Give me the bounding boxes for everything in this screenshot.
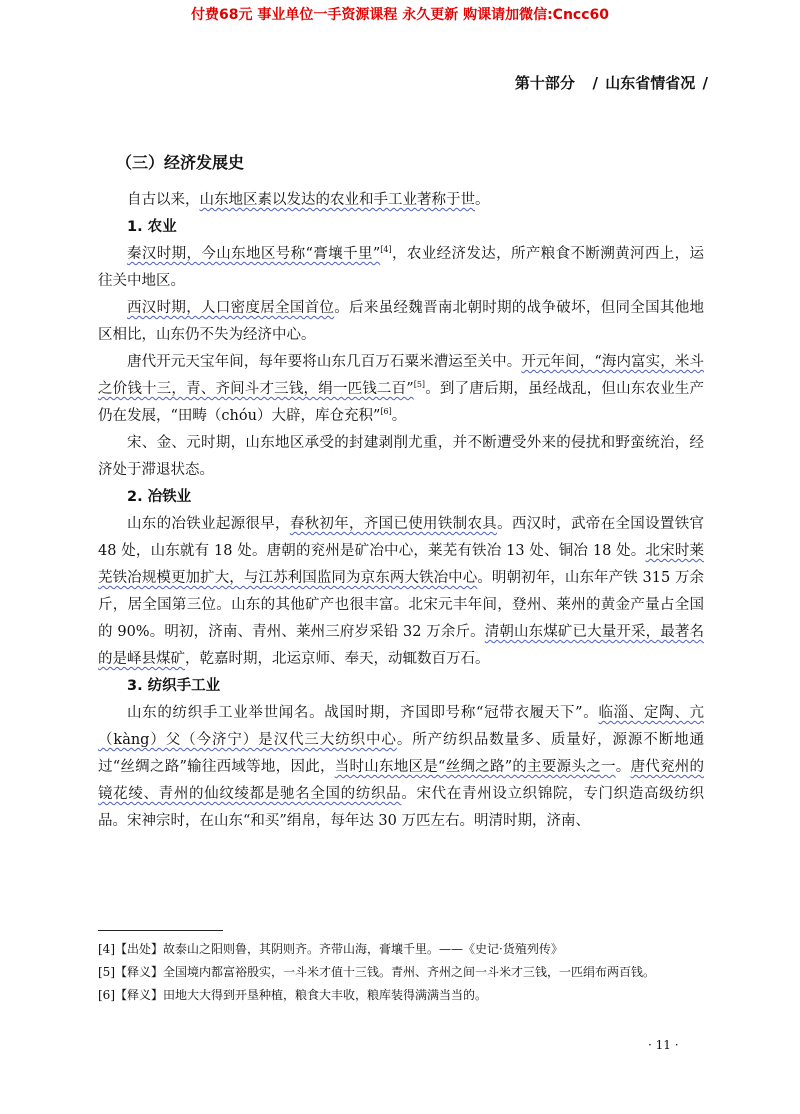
part-title: 山东省情省况 (605, 74, 696, 92)
header-slash-right: / (702, 74, 708, 92)
footnote-divider (98, 930, 223, 931)
main-content (98, 150, 704, 835)
iron-paragraph: 山东的冶铁业起源很早，春秋初年，齐国已使用铁制农具。西汉时，武帝在全国设置铁官 48 处，山东就有 18 处。唐朝的兖州是矿冶中心，莱芜有铁冶 13 处、铜冶 18 处。北宋时莱芜铁冶规模更加扩大，与江苏利国监同为京东两大铁冶中心。明朝初年，山东年产铁 315 万余斤，居全国第三位。山东的其他矿产也很丰富。北宋元丰年间，登州、莱州的黄金产量占全国的 90%。明初，济南、青州、莱州三府岁采铅 32 万余斤。清朝山东煤矿已大量开采，最著名的是峄县煤矿，乾嘉时期，北运京师、奉天，动辄数百万石。 (98, 516, 705, 667)
textile-heading: 3. 纺织手工业 (127, 678, 221, 694)
agriculture-heading: 1. 农业 (127, 219, 177, 235)
agriculture-paragraph-3: 唐代开元天宝年间，每年要将山东几百万石粟米漕运至关中。开元年间，“海内富实，米斗之价钱十三，青、齐间斗才三钱，绢一匹钱二百”[5]。到了唐后期，虽经战乱，但山东农业生产仍在发展，“田畴（chóu）大辟，库仓充积”[6]。 (98, 354, 704, 424)
section-title: （三）经济发展史 (116, 153, 245, 172)
header-slash-left: / (592, 74, 599, 92)
footnote-4: [4]【出处】故泰山之阳则鲁，其阴则齐。齐带山海，膏壤千里。——《史记·货殖列传》 (98, 942, 563, 956)
iron-heading: 2. 冶铁业 (127, 489, 192, 505)
textile-paragraph: 山东的纺织手工业举世闻名。战国时期，齐国即号称“冠带衣履天下”。临淄、定陶、亢（kàng）父（今济宁）是汉代三大纺织中心。所产纺织品数量多、质量好，源源不断地通过“丝绸之路”输往西域等地，因此，当时山东地区是“丝绸之路”的主要源头之一。唐代兖州的镜花绫、青州的仙纹绫都是驰名全国的纺织品。宋代在青州设立织锦院，专门织造高级纺织品。宋神宗时，在山东“和买”绢帛，每年达 30 万匹左右。明清时期，济南、 (98, 705, 705, 829)
footnotes (98, 938, 718, 1007)
agriculture-paragraph-2: 西汉时期，人口密度居全国首位。后来虽经魏晋南北朝时期的战争破坏，但同全国其他地区相比，山东仍不失为经济中心。 (98, 300, 705, 343)
agriculture-paragraph-1: 秦汉时期，今山东地区号称“膏壤千里”[4]，农业经济发达，所产粮食不断溯黄河西上，运往关中地区。 (98, 245, 704, 289)
part-header (515, 72, 710, 93)
intro-paragraph: 自古以来，山东地区素以发达的农业和手工业著称于世。 (127, 192, 490, 208)
footnote-5: [5]【释义】全国境内都富裕殷实，一斗米才值十三钱。青州、齐州之间一斗米才三钱，一匹绢布两百钱。 (98, 965, 656, 979)
page-number: · 11 · (648, 1038, 679, 1052)
footnote-6: [6]【释义】田地大大得到开垦种植，粮食大丰收，粮库装得满满当当的。 (98, 988, 488, 1002)
promo-banner: 付费68元 事业单位一手资源课程 永久更新 购课请加微信:Cncc60 (190, 7, 610, 23)
agriculture-paragraph-4: 宋、金、元时期，山东地区承受的封建剥削尤重，并不断遭受外来的侵扰和野蛮统治，经济处于滞退状态。 (98, 435, 704, 478)
part-label: 第十部分 (514, 74, 575, 92)
